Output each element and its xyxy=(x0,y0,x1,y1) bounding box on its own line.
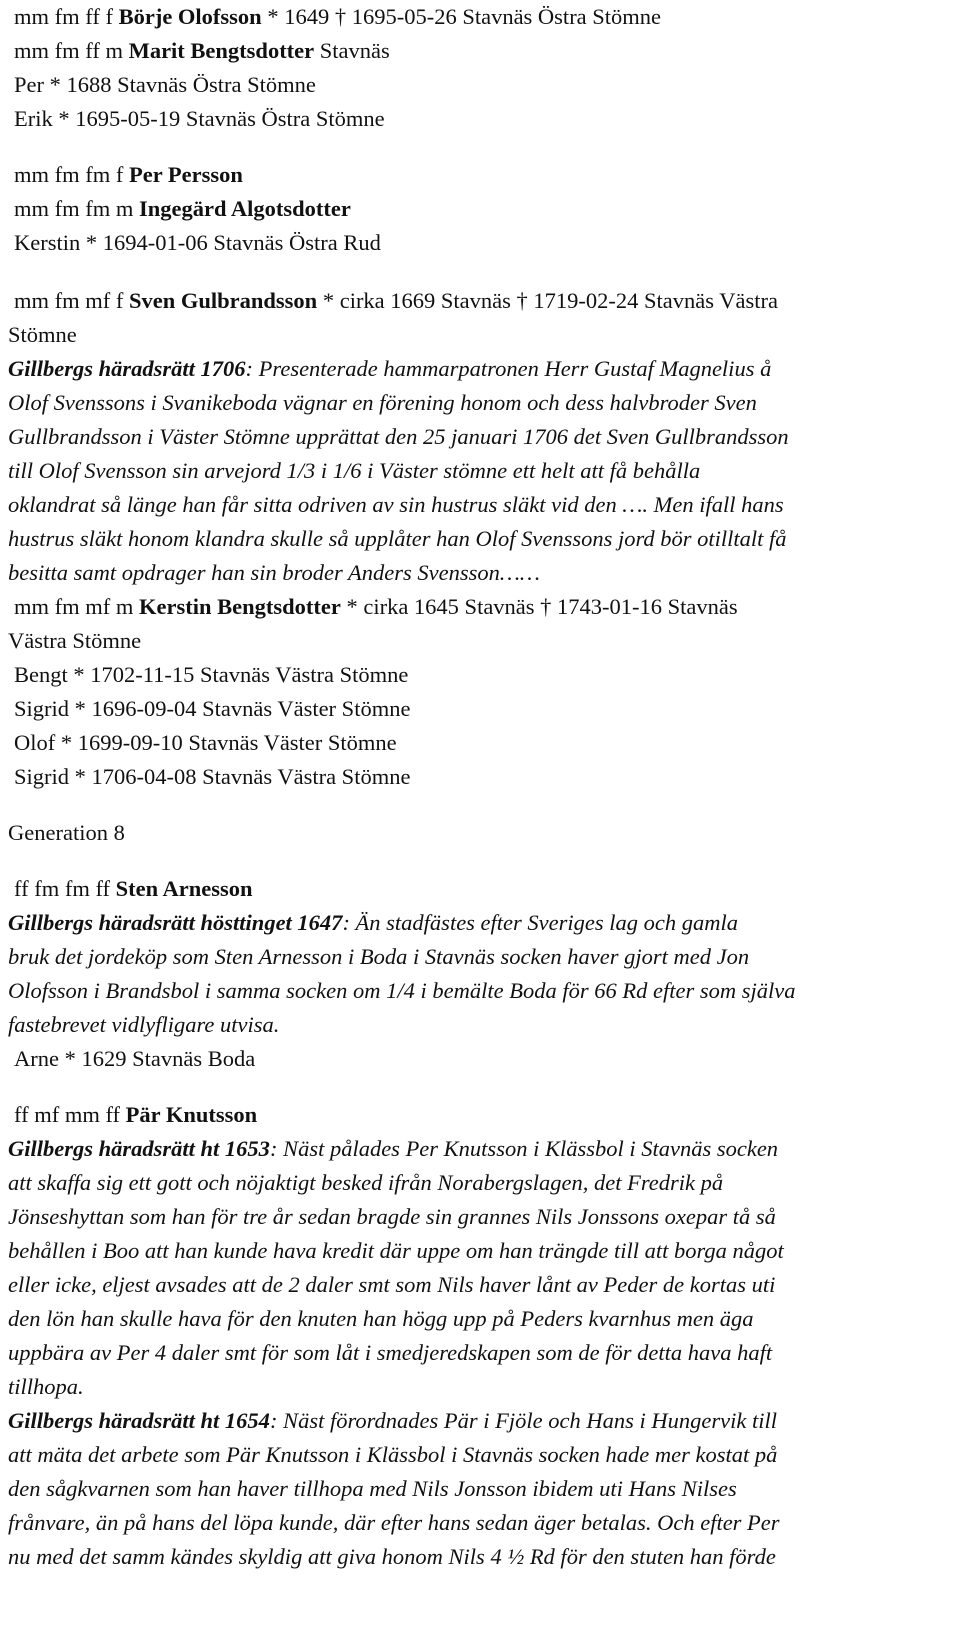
child-entry: Sigrid * 1706-04-08 Stavnäs Västra Stömne xyxy=(14,764,411,789)
court-record-label: Gillbergs häradsrätt 1706 xyxy=(8,356,246,381)
ancestry-code: mm fm ff m xyxy=(14,38,129,63)
court-record-line: fastebrevet vidlyfligare utvisa. xyxy=(8,1012,280,1037)
person-entry-kerstin-bengtsdotter xyxy=(14,590,738,624)
court-record-line: Gillbergs häradsrätt 1706: Presenterade hammarpatronen Herr Gustaf Magnelius å xyxy=(8,356,772,381)
child-entry: Olof * 1699-09-10 Stavnäs Väster Stömne xyxy=(14,730,397,755)
court-record-line: hustrus släkt honom klandra skulle så upplåter han Olof Svenssons jord bör otilltalt få xyxy=(8,526,787,551)
court-record-line: eller icke, eljest avsades att de 2 daler smt som Nils haver lånt av Peder de kortas uti xyxy=(8,1272,776,1297)
person-name: Kerstin Bengtsdotter xyxy=(139,594,341,619)
court-record-line: Jönseshyttan som han för tre år sedan bragde sin grannes Nils Jonssons oxepar tå så xyxy=(8,1204,776,1229)
court-record-line: Olof Svenssons i Svanikeboda vägnar en förening honom och dess halvbroder Sven xyxy=(8,390,757,415)
child-entry: Per * 1688 Stavnäs Östra Stömne xyxy=(14,72,316,97)
ancestry-code: mm fm mf m xyxy=(14,594,139,619)
generation-heading: Generation 8 xyxy=(8,820,125,845)
court-record-line: den lön han skulle hava för den knuten han högg upp på Peders kvarnhus men äga xyxy=(8,1306,754,1331)
person-info: * cirka 1669 Stavnäs † 1719-02-24 Stavnäs Västra xyxy=(317,288,778,313)
court-record-line: Olofsson i Brandsbol i samma socken om 1/4 i bemälte Boda för 66 Rd efter som själva xyxy=(8,978,796,1003)
person-entry-marit-bengtsdotter xyxy=(14,34,390,68)
person-info: Stavnäs xyxy=(314,38,390,63)
person-name: Per Persson xyxy=(128,162,243,187)
court-record-line: uppbära av Per 4 daler smt för som låt i smedjeredskapen som de för detta hava haft xyxy=(8,1340,773,1365)
person-entry-borje-olofsson xyxy=(14,0,661,34)
court-record-line: nu med det samm kändes skyldig att giva honom Nils 4 ½ Rd för den stuten han förde xyxy=(8,1544,776,1569)
person-info-continued: Västra Stömne xyxy=(8,628,142,653)
child-entry: Arne * 1629 Stavnäs Boda xyxy=(14,1046,256,1071)
child-entry: Kerstin * 1694-01-06 Stavnäs Östra Rud xyxy=(14,230,381,255)
ancestry-code: ff fm fm ff xyxy=(14,876,116,901)
person-entry-sven-gulbrandsson xyxy=(14,284,778,318)
court-record-line: Gillbergs häradsrätt ht 1654: Näst förordnades Pär i Fjöle och Hans i Hungervik till xyxy=(8,1408,777,1433)
person-entry-sten-arnesson xyxy=(14,872,253,906)
ancestry-code: mm fm fm f xyxy=(14,162,129,187)
child-entry: Bengt * 1702-11-15 Stavnäs Västra Stömne xyxy=(14,662,409,687)
person-info: * cirka 1645 Stavnäs † 1743-01-16 Stavnäs xyxy=(340,594,738,619)
ancestry-code: ff mf mm ff xyxy=(14,1102,126,1127)
person-name: Sven Gulbrandsson xyxy=(128,288,318,313)
person-name: Pär Knutsson xyxy=(125,1102,258,1127)
court-record-label: Gillbergs häradsrätt ht 1654 xyxy=(8,1408,270,1433)
court-record-line: bruk det jordeköp som Sten Arnesson i Boda i Stavnäs socken haver gjort med Jon xyxy=(8,944,750,969)
court-record-line: Gullbrandsson i Väster Stömne upprättat den 25 januari 1706 det Sven Gullbrandsson xyxy=(8,424,789,449)
child-entry: Erik * 1695-05-19 Stavnäs Östra Stömne xyxy=(14,106,385,131)
court-record-line: behållen i Boo att han kunde hava kredit där uppe om han trängde till att borga något xyxy=(8,1238,784,1263)
person-entry-ingegard-algotsdotter xyxy=(14,192,351,226)
court-record-line: att mäta det arbete som Pär Knutsson i Klässbol i Stavnäs socken hade mer kostat på xyxy=(8,1442,778,1467)
court-record-line: frånvare, än på hans del löpa kunde, där efter hans sedan äger betalas. Och efter Per xyxy=(8,1510,780,1535)
court-record-label: Gillbergs häradsrätt ht 1653 xyxy=(8,1136,270,1161)
court-record-line: Gillbergs häradsrätt hösttinget 1647: Än stadfästes efter Sveriges lag och gamla xyxy=(8,910,739,935)
court-record-line: oklandrat så länge han får sitta odriven av sin hustrus släkt vid den …. Men ifall hans xyxy=(8,492,784,517)
person-entry-per-persson xyxy=(14,158,243,192)
person-name: Marit Bengtsdotter xyxy=(128,38,315,63)
person-name: Ingegärd Algotsdotter xyxy=(139,196,351,221)
person-name: Börje Olofsson xyxy=(118,4,262,29)
court-record-line: att skaffa sig ett gott och nöjaktigt besked ifrån Norabergslagen, det Fredrik på xyxy=(8,1170,724,1195)
child-entry: Sigrid * 1696-09-04 Stavnäs Väster Stömne xyxy=(14,696,411,721)
person-name: Sten Arnesson xyxy=(115,876,253,901)
ancestry-code: mm fm ff f xyxy=(14,4,119,29)
person-info-continued: Stömne xyxy=(8,322,77,347)
ancestry-code: mm fm mf f xyxy=(14,288,129,313)
court-record-label: Gillbergs häradsrätt hösttinget 1647 xyxy=(8,910,343,935)
court-record-line: tillhopa. xyxy=(8,1374,84,1399)
court-record-line: till Olof Svensson sin arvejord 1/3 i 1/6 i Väster stömne ett helt att få behålla xyxy=(8,458,701,483)
court-record-line: besitta samt opdrager han sin broder Anders Svensson…… xyxy=(8,560,540,585)
ancestry-code: mm fm fm m xyxy=(14,196,139,221)
court-record-line: den sågkvarnen som han haver tillhopa med Nils Jonsson ibidem uti Hans Nilses xyxy=(8,1476,737,1501)
person-entry-par-knutsson xyxy=(14,1098,257,1132)
person-info: * 1649 † 1695-05-26 Stavnäs Östra Stömne xyxy=(261,4,662,29)
court-record-line: Gillbergs häradsrätt ht 1653: Näst pålades Per Knutsson i Klässbol i Stavnäs socken xyxy=(8,1136,779,1161)
